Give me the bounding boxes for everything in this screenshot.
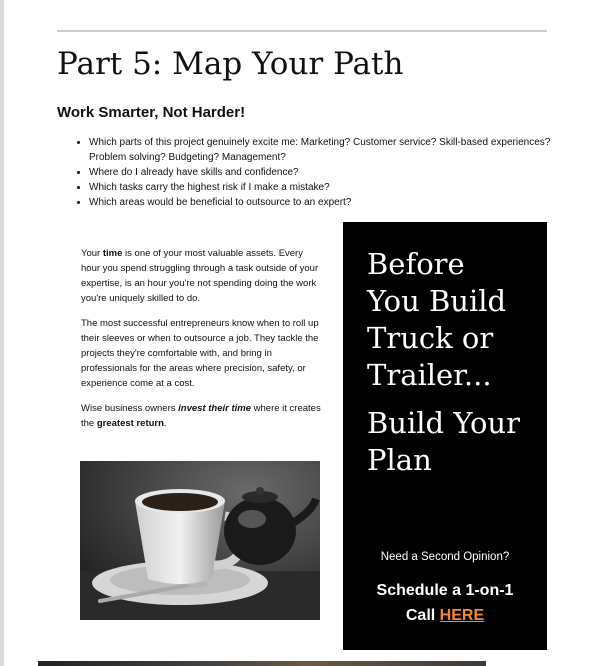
call-label: Call [405, 607, 440, 624]
list-item: • Which areas would be beneficial to outsource to an expert? [89, 195, 559, 210]
paragraph-time [81, 246, 321, 306]
schedule-label: Schedule a 1-on-1 [376, 582, 514, 599]
page-title: Part 5: Map Your Path [57, 46, 404, 82]
coffee-photo [80, 461, 320, 620]
cta-heading [367, 246, 506, 394]
list-item: • Which parts of this project genuinely excite me: Marketing? Customer service? Skill-based experiences? Problem solving? Budgeting? Management? [89, 135, 559, 165]
paragraph-entrepreneurs: The most successful entrepreneurs know when to roll up their sleeves or when to outsource a job. They tackle the projects they're comfortable with, and bring in professionals for the areas where precision, safety, or experience come at a cost. [81, 318, 319, 389]
cta-heading-line: Trailer... [367, 358, 492, 392]
page-subtitle: Work Smarter, Not Harder! [57, 104, 246, 121]
call-line [343, 603, 547, 628]
question-list [71, 135, 559, 210]
cta-heading-line: Before [367, 247, 465, 281]
page-edge [0, 0, 4, 666]
text: . [163, 418, 167, 429]
cta-panel [343, 222, 547, 650]
text: Wise business owners [81, 403, 179, 414]
list-item: • Which tasks carry the highest risk if I make a mistake? [89, 180, 559, 195]
cta-action [343, 578, 547, 628]
schedule-here-link[interactable]: HERE [439, 607, 485, 624]
cta-subheading [367, 405, 520, 479]
body-copy [81, 246, 321, 441]
cta-heading-line: Truck or [367, 321, 494, 355]
section-divider [57, 30, 547, 32]
cta-subheading-line: Build Your [367, 406, 520, 440]
cta-subheading-line: Plan [367, 443, 432, 477]
next-image-strip [38, 661, 486, 666]
list-item: • Where do I already have skills and confidence? [89, 165, 559, 180]
text: Your [81, 248, 103, 259]
cta-heading-line: You Build [367, 284, 507, 318]
coffee-cup-icon [80, 461, 320, 620]
emphasis-return: greatest return [96, 418, 164, 429]
cta-question: Need a Second Opinion? [380, 551, 510, 563]
emphasis-invest: invest their time [178, 403, 252, 414]
text: where it creates the [81, 403, 321, 429]
paragraph-invest [81, 401, 321, 431]
text: is one of your most valuable assets. Every hour you spend struggling through a task outside of your expertise, is an hour you're not spending doing the work you're uniquely skilled to do. [81, 248, 319, 304]
emphasis-time: time [102, 248, 123, 259]
